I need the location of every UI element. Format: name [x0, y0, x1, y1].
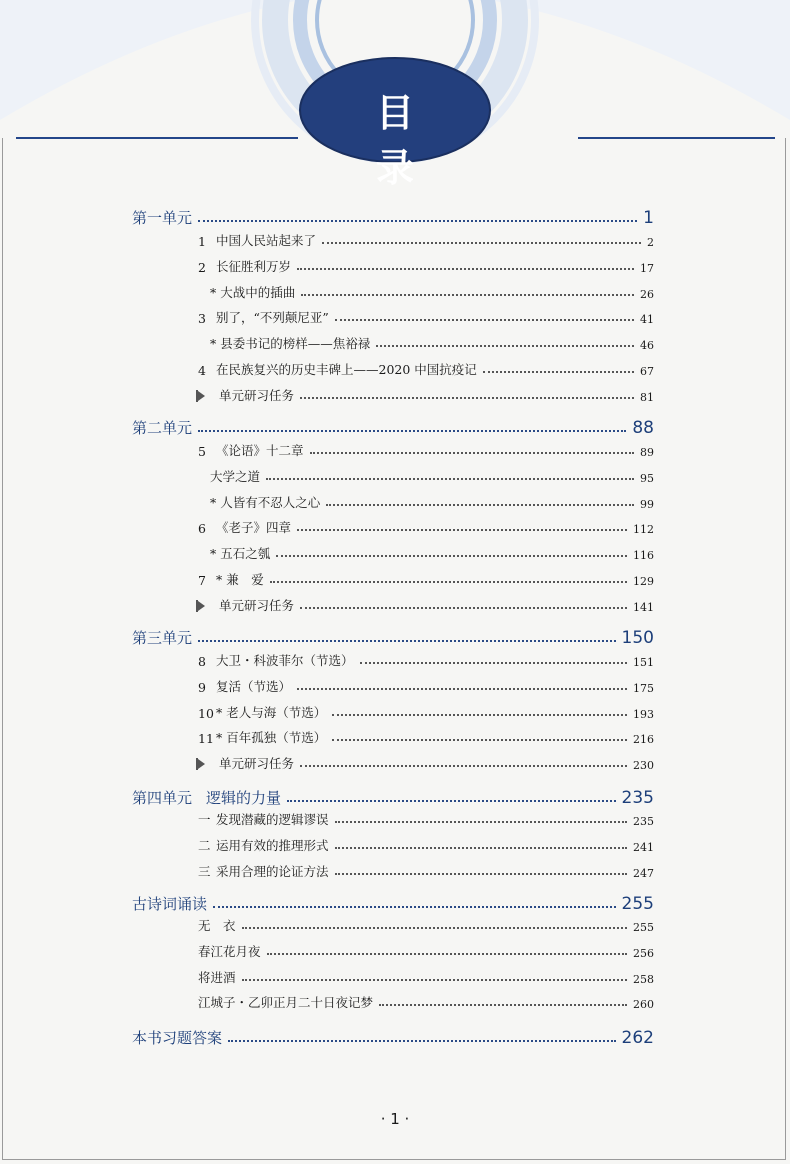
unit-title: 古诗词诵读 [132, 895, 208, 913]
lesson-title: 复活（节选） [216, 678, 292, 694]
toc-item-entry[interactable] [198, 912, 654, 934]
toc-item-entry[interactable] [210, 279, 654, 301]
lesson-number: 一 [198, 812, 211, 827]
unit-title: 本书习题答案 [132, 1029, 223, 1047]
toc-item-entry[interactable] [198, 382, 654, 404]
lesson-title: 大学之道 [210, 468, 261, 484]
unit-page-number: 255 [621, 894, 654, 914]
lesson-number: 2 [198, 259, 206, 275]
unit-page-number: 88 [632, 418, 654, 438]
lesson-page-number: 116 [633, 549, 654, 563]
lesson-title: * 大战中的插曲 [210, 284, 296, 300]
toc-unit-entry[interactable] [132, 412, 654, 438]
toc-unit-entry[interactable] [132, 782, 654, 808]
lesson-page-number: 193 [633, 707, 654, 721]
lesson-number: 10 [198, 705, 214, 721]
toc-item-entry[interactable] [198, 699, 654, 721]
lesson-title: 将进酒 [198, 969, 236, 985]
dot-leader [335, 821, 627, 823]
toc-unit-entry[interactable] [132, 622, 654, 648]
dot-leader [213, 906, 616, 908]
lesson-page-number: 247 [633, 866, 654, 880]
lesson-title: 别了，“不列颠尼亚” [216, 310, 329, 326]
dot-leader [270, 581, 627, 583]
task-marker-icon [198, 391, 205, 401]
lesson-page-number: 67 [640, 365, 654, 378]
lesson-page-number: 99 [640, 497, 654, 511]
lesson-page-number: 241 [633, 840, 654, 854]
toc-item-entry[interactable] [198, 356, 654, 378]
lesson-number: 1 [198, 234, 206, 249]
lesson-page-number: 17 [640, 261, 654, 275]
lesson-page-number: 141 [633, 600, 654, 614]
dot-leader [322, 242, 641, 244]
toc-unit-entry[interactable] [132, 888, 654, 914]
dot-leader [228, 1040, 616, 1042]
lesson-page-number: 89 [640, 446, 654, 459]
toc-item-entry[interactable] [198, 858, 654, 880]
lesson-page-number: 112 [633, 523, 654, 537]
task-marker-icon [198, 759, 205, 769]
lesson-number: 8 [198, 654, 206, 669]
dot-leader [301, 294, 634, 296]
lesson-title: 采用合理的论证方法 [216, 863, 329, 879]
toc-item-entry[interactable] [198, 989, 654, 1011]
unit-page-number: 150 [621, 628, 654, 648]
toc-item-entry[interactable] [198, 514, 654, 536]
lesson-number: 7 [198, 573, 206, 588]
lesson-title: * 县委书记的榜样——焦裕禄 [210, 336, 371, 352]
dot-leader [198, 220, 637, 222]
unit-subtitle: 逻辑的力量 [206, 789, 282, 807]
lesson-page-number: 256 [633, 946, 654, 960]
dot-leader [267, 953, 627, 955]
dot-leader [483, 371, 634, 373]
lesson-page-number: 255 [633, 921, 654, 934]
dot-leader [376, 345, 634, 347]
unit-title: 第一单元 [132, 209, 193, 227]
dot-leader [242, 927, 627, 929]
dot-leader [335, 319, 634, 321]
task-marker-icon [198, 601, 205, 611]
lesson-number: 3 [198, 311, 206, 327]
lesson-title: * 老人与海（节选） [216, 704, 327, 720]
dot-leader [287, 800, 616, 802]
page-number: · 1 · [380, 1110, 410, 1128]
lesson-page-number: 230 [633, 759, 654, 773]
toc-item-entry[interactable] [198, 227, 654, 249]
lesson-title: 运用有效的推理形式 [216, 837, 329, 853]
dot-leader [242, 979, 627, 981]
toc-item-entry[interactable] [198, 806, 654, 828]
page-title: 目 录 [375, 91, 436, 190]
lesson-title: 单元研习任务 [219, 387, 295, 403]
lesson-page-number: 151 [633, 656, 654, 669]
dot-leader [266, 478, 634, 480]
dot-leader [332, 714, 627, 716]
lesson-page-number: 258 [633, 972, 654, 986]
dot-leader [332, 739, 627, 741]
dot-leader [360, 662, 627, 664]
toc-item-entry[interactable] [198, 750, 654, 772]
lesson-page-number: 216 [633, 733, 654, 747]
lesson-number: 5 [198, 444, 206, 459]
lesson-title: 单元研习任务 [219, 597, 295, 613]
lesson-number: 6 [198, 521, 206, 537]
lesson-title: 大卫・科波菲尔（节选） [216, 653, 354, 668]
dot-leader [310, 452, 634, 454]
lesson-title: * 人皆有不忍人之心 [210, 494, 321, 510]
lesson-number: 4 [198, 363, 206, 378]
lesson-page-number: 95 [640, 471, 654, 485]
lesson-title: 中国人民站起来了 [216, 233, 317, 248]
lesson-title: 在民族复兴的历史丰碑上——2020 中国抗疫记 [216, 362, 477, 377]
toc-item-entry[interactable] [198, 437, 654, 459]
toc-item-entry[interactable] [198, 304, 654, 326]
lesson-page-number: 26 [640, 287, 654, 301]
dot-leader [297, 688, 627, 690]
lesson-page-number: 46 [640, 339, 654, 353]
lesson-number: 9 [198, 679, 206, 695]
lesson-title: 单元研习任务 [219, 756, 295, 772]
lesson-page-number: 129 [633, 575, 654, 588]
unit-page-number: 235 [621, 788, 654, 808]
lesson-number: 三 [198, 863, 211, 879]
toc-item-entry[interactable] [210, 489, 654, 511]
dot-leader [297, 529, 627, 531]
unit-title: 第二单元 [132, 419, 193, 437]
lesson-title: 发现潜藏的逻辑谬误 [216, 812, 329, 827]
lesson-number: 二 [198, 837, 211, 853]
lesson-page-number: 81 [640, 390, 654, 404]
toc-unit-entry[interactable] [132, 202, 654, 228]
unit-page-number: 262 [621, 1028, 654, 1048]
dot-leader [335, 847, 627, 849]
lesson-title: * 兼 爱 [216, 572, 264, 587]
unit-page-number: 1 [643, 208, 654, 228]
toc-item-entry[interactable] [198, 964, 654, 986]
dot-leader [276, 555, 627, 557]
toc-item-entry[interactable] [198, 566, 654, 588]
lesson-page-number: 260 [633, 998, 654, 1012]
dot-leader [300, 397, 634, 399]
dot-leader [198, 640, 616, 642]
lesson-title: * 五石之瓠 [210, 546, 271, 562]
toc-item-entry[interactable] [198, 253, 654, 275]
dot-leader [297, 268, 634, 270]
lesson-page-number: 2 [647, 236, 654, 249]
dot-leader [379, 1004, 627, 1006]
unit-title: 第四单元 [132, 789, 193, 807]
lesson-title: 无 衣 [198, 918, 236, 933]
dot-leader [300, 607, 627, 609]
unit-title: 第三单元 [132, 629, 193, 647]
dot-leader [198, 430, 626, 432]
toc-item-entry[interactable] [198, 938, 654, 960]
dot-leader [326, 504, 634, 506]
lesson-page-number: 41 [640, 313, 654, 327]
toc-item-entry[interactable] [210, 540, 654, 562]
toc-item-entry[interactable] [198, 592, 654, 614]
toc-item-entry[interactable] [198, 724, 654, 746]
lesson-title: 《论语》十二章 [216, 443, 304, 458]
toc-item-entry[interactable] [198, 647, 654, 669]
dot-leader [335, 873, 627, 875]
lesson-title: 长征胜利万岁 [216, 258, 292, 274]
toc-unit-entry[interactable] [132, 1022, 654, 1048]
lesson-title: * 百年孤独（节选） [216, 730, 327, 746]
toc-item-entry[interactable] [198, 832, 654, 854]
lesson-page-number: 175 [633, 681, 654, 695]
lesson-page-number: 235 [633, 815, 654, 828]
dot-leader [300, 765, 627, 767]
toc-item-entry[interactable] [198, 673, 654, 695]
lesson-title: 江城子・乙卯正月二十日夜记梦 [198, 995, 374, 1011]
lesson-title: 《老子》四章 [216, 520, 292, 536]
toc-item-entry[interactable] [210, 463, 654, 485]
lesson-number: 11 [198, 731, 214, 747]
toc-item-entry[interactable] [210, 330, 654, 352]
lesson-title: 春江花月夜 [198, 943, 261, 959]
